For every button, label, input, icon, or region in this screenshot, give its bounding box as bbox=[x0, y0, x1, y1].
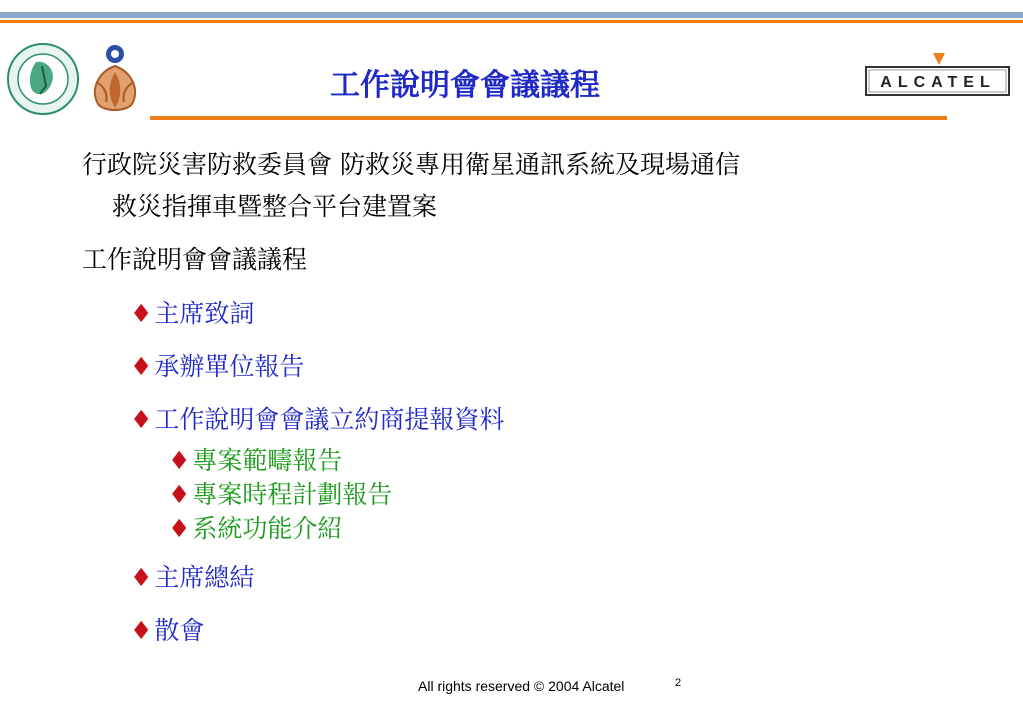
title-underline bbox=[150, 116, 947, 120]
agenda-item-label: 主席致詞 bbox=[154, 299, 255, 328]
phoenix-emblem-icon bbox=[84, 42, 146, 118]
diamond-bullet-icon: ♦ bbox=[130, 352, 153, 381]
footer-copyright: All rights reserved © 2004 Alcatel bbox=[418, 678, 625, 694]
agenda-subitem-label: 專案時程計劃報告 bbox=[192, 480, 393, 509]
agenda-subitem-label: 系統功能介紹 bbox=[192, 514, 343, 543]
diamond-bullet-icon: ♦ bbox=[168, 446, 191, 475]
diamond-bullet-icon: ♦ bbox=[130, 405, 153, 434]
agenda-subitem-functions bbox=[168, 509, 342, 545]
diamond-bullet-icon: ♦ bbox=[130, 299, 153, 328]
diamond-bullet-icon: ♦ bbox=[168, 480, 191, 509]
agenda-item-contractor-report bbox=[130, 400, 504, 436]
page-title: 工作說明會會議議程 bbox=[330, 68, 600, 103]
diamond-bullet-icon: ♦ bbox=[130, 616, 153, 645]
agenda-subitem-schedule bbox=[168, 475, 392, 511]
agenda-item-unit-report bbox=[130, 347, 304, 383]
agenda-item-label: 散會 bbox=[154, 616, 205, 645]
agenda-heading: 工作說明會會議議程 bbox=[82, 245, 308, 274]
project-title-line2: 救災指揮車暨整合平台建置案 bbox=[112, 192, 438, 221]
alcatel-logo-icon bbox=[865, 53, 1011, 97]
top-blue-bar bbox=[0, 12, 1023, 18]
diamond-bullet-icon: ♦ bbox=[130, 563, 153, 592]
agenda-item-chair-summary bbox=[130, 558, 254, 594]
agenda-item-label: 工作說明會會議立約商提報資料 bbox=[154, 405, 505, 434]
top-orange-bar bbox=[0, 20, 1023, 23]
alcatel-logo-text: ALCATEL bbox=[880, 74, 996, 91]
agenda-subitem-label: 專案範疇報告 bbox=[192, 446, 343, 475]
agenda-item-label: 承辦單位報告 bbox=[154, 352, 305, 381]
page-number: 2 bbox=[675, 677, 682, 689]
national-disaster-logo-icon bbox=[6, 42, 80, 116]
agenda-item-adjourn bbox=[130, 611, 204, 647]
agenda-item-chair-opening bbox=[130, 294, 254, 330]
agenda-subitem-scope bbox=[168, 441, 342, 477]
agenda-item-label: 主席總結 bbox=[154, 563, 255, 592]
diamond-bullet-icon: ♦ bbox=[168, 514, 191, 543]
project-title-line1: 行政院災害防救委員會 防救災專用衛星通訊系統及現場通信 bbox=[82, 150, 740, 179]
